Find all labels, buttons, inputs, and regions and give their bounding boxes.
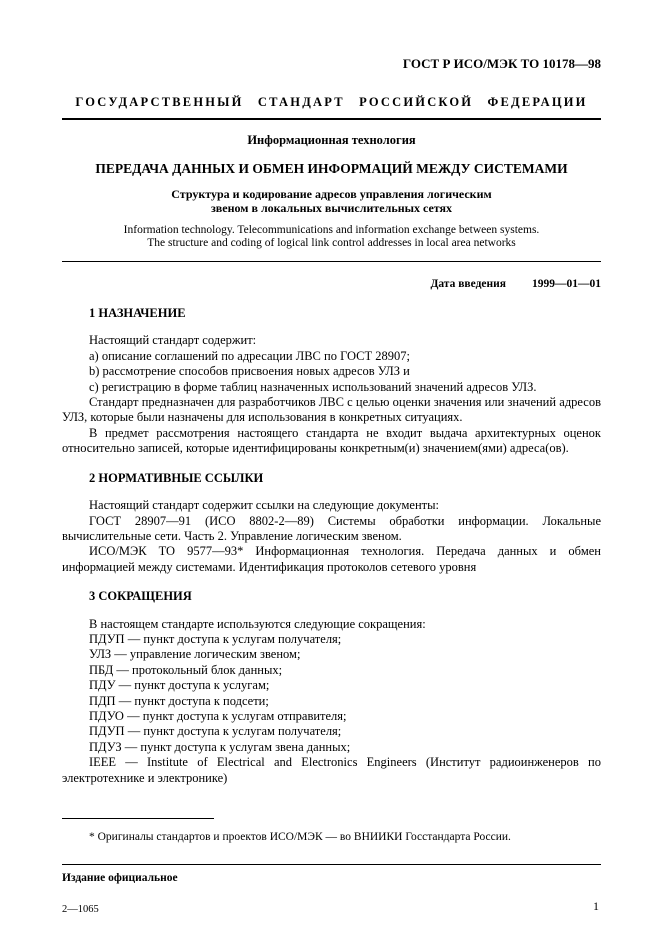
- section-normative-references: [62, 471, 601, 575]
- edition-note: Издание официальное: [62, 872, 178, 884]
- abbreviation-item: УЛЗ — управление логическим звеном;: [89, 647, 301, 662]
- english-title-line-1: Information technology. Telecommunications and information exchange between systems.: [123, 223, 540, 236]
- subject-area: Информационная технология: [247, 132, 416, 147]
- list-item: a) описание соглашений по адресации ЛВС по ГОСТ 28907;: [89, 348, 410, 363]
- english-title-line-2: The structure and coding of logical link control addresses in local area networks: [147, 237, 516, 250]
- section-purpose: [62, 306, 601, 457]
- paragraph: ИСО/МЭК ТО 9577—93* Информационная технология. Передача данных и обмен информацией между системами. Идентификация протоколов сетевого уровня: [62, 544, 601, 574]
- paragraph: Настоящий стандарт содержит ссылки на следующие документы:: [89, 498, 439, 513]
- section-abbreviations: [62, 589, 601, 786]
- document-title: ПЕРЕДАЧА ДАННЫХ И ОБМЕН ИНФОРМАЦИЙ МЕЖДУ СИСТЕМАМИ: [95, 161, 568, 177]
- section-heading: 1 НАЗНАЧЕНИЕ: [89, 306, 186, 321]
- abbreviation-item: ПДУП — пункт доступа к услугам получателя;: [89, 631, 342, 646]
- introduction-date-value: 1999—01—01: [532, 277, 601, 290]
- abbreviation-item: ПДП — пункт доступа к подсети;: [89, 693, 269, 708]
- introduction-date-label: Дата введения: [430, 277, 506, 290]
- abbreviation-item: IEEE — Institute of Electrical and Electronics Engineers (Институт радиоинженеров по электротехнике и электронике): [62, 755, 601, 785]
- english-title: [62, 224, 601, 251]
- order-number: 2—1065: [62, 904, 99, 915]
- list-item: b) рассмотрение способов присвоения новых адресов УЛЗ и: [89, 364, 410, 379]
- abbreviation-item: ПДУО — пункт доступа к услугам отправителя;: [89, 708, 347, 723]
- page-number: 1: [593, 899, 599, 913]
- abbreviation-item: ПДУП — пункт доступа к услугам получателя;: [89, 724, 342, 739]
- list-item: c) регистрацию в форме таблиц назначенных использований значений адресов УЛЗ.: [89, 379, 537, 394]
- paragraph: В предмет рассмотрения настоящего стандарта не входит выдача архитектурных оценок относительно записей, которые идентифицированы конкретным(и) значением(ями) адреса(ов).: [62, 425, 601, 456]
- footer-rule: [62, 864, 601, 865]
- abbreviation-item: ПДУ — пункт доступа к услугам;: [89, 678, 270, 693]
- document-reference: ГОСТ Р ИСО/МЭК ТО 10178—98: [402, 56, 601, 71]
- abbreviation-item: ПДУЗ — пункт доступа к услугам звена данных;: [89, 739, 351, 754]
- section-heading: 2 НОРМАТИВНЫЕ ССЫЛКИ: [89, 470, 264, 485]
- footnote-rule: [62, 818, 214, 819]
- section-heading: 3 СОКРАЩЕНИЯ: [89, 589, 192, 604]
- paragraph: Стандарт предназначен для разработчиков ЛВС с целью оценки значения или значений адресов УЛЗ, которые были назначены для использования в конкретных ситуациях.: [62, 395, 601, 425]
- footnote-text: * Оригиналы стандартов и проектов ИСО/МЭК — во ВНИИКИ Госстандарта России.: [89, 831, 511, 843]
- paragraph: Настоящий стандарт содержит:: [89, 333, 257, 348]
- paragraph: ГОСТ 28907—91 (ИСО 8802-2—89) Системы обработки информации. Локальные вычислительные сети. Часть 2. Управление логическим звеном.: [62, 513, 601, 543]
- subtitle-line-1: Структура и кодирование адресов управления логическим: [171, 186, 492, 201]
- paragraph: В настоящем стандарте используются следующие сокращения:: [89, 616, 426, 631]
- title-rule: [62, 261, 601, 262]
- standard-designation: ГОСУДАРСТВЕННЫЙ СТАНДАРТ РОССИЙСКОЙ ФЕДЕРАЦИИ: [75, 95, 588, 110]
- subtitle-line-2: звеном в локальных вычислительных сетях: [210, 200, 452, 215]
- introduction-date: [62, 277, 601, 292]
- header-rule: [62, 118, 601, 120]
- abbreviation-item: ПБД — протокольный блок данных;: [89, 662, 283, 677]
- document-subtitle: [62, 187, 601, 215]
